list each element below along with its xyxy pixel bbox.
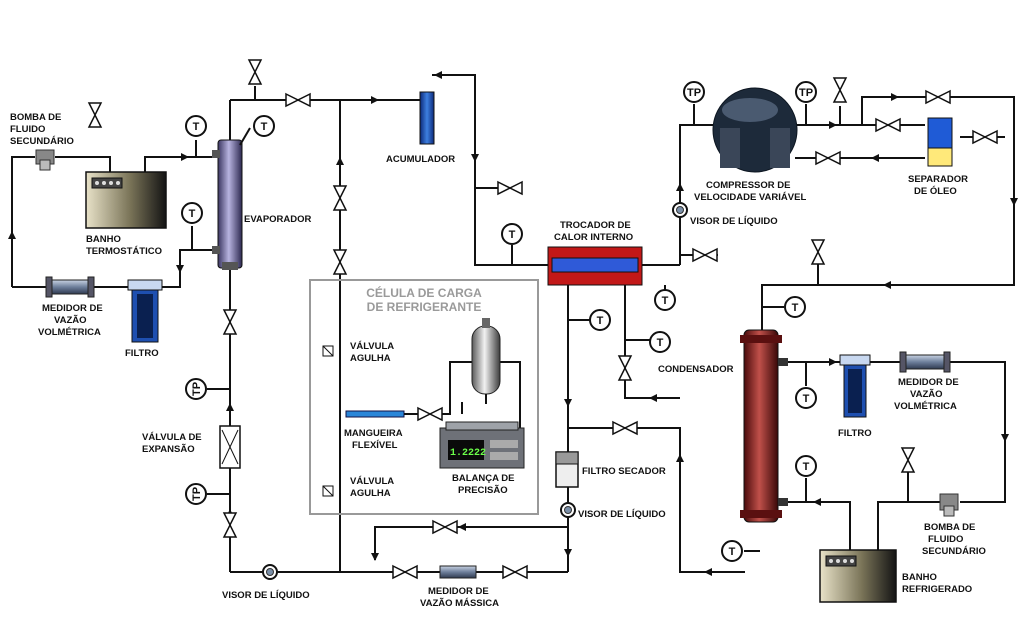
valve-icon (812, 240, 824, 264)
internal-heat-exchanger (548, 247, 642, 285)
valve-icon (224, 513, 236, 537)
evaporator-label: EVAPORADOR (244, 214, 312, 225)
sight-glass-icon (673, 203, 687, 217)
pump-left-label-3: SECUNDÁRIO (10, 136, 74, 147)
valve-icon (876, 119, 900, 131)
charge-cell-title-2: DE REFRIGERANTE (366, 300, 482, 314)
valve-icon (393, 566, 417, 578)
temperature-symbol: T (802, 461, 810, 473)
flowmeter-left-label-1: MEDIDOR DE (42, 303, 103, 314)
accumulator (420, 92, 434, 144)
valve-icon (619, 356, 631, 380)
hose-label-2: FLEXÍVEL (352, 440, 398, 451)
expansion-valve-label-1: VÁLVULA DE (142, 432, 202, 443)
pump-icon (940, 494, 958, 516)
valve-icon (816, 152, 840, 164)
flowmeter-right-label-2: VAZÃO (910, 389, 943, 400)
filter-right-label: FILTRO (838, 428, 872, 439)
refrigerated-bath (820, 550, 896, 602)
balance-label-1: BALANÇA DE (452, 473, 515, 484)
valve-icon (89, 103, 101, 127)
condenser (740, 330, 788, 522)
filter-dryer-label: FILTRO SECADOR (582, 466, 666, 477)
ihx-label-2: CALOR INTERNO (554, 232, 634, 243)
compressor-label-1: COMPRESSOR DE (706, 180, 791, 191)
oil-separator-label-2: DE ÓLEO (914, 186, 957, 197)
evaporator (212, 140, 242, 270)
needle-valve-label-2b: AGULHA (350, 488, 391, 499)
filter-left-label: FILTRO (125, 348, 159, 359)
thermostatic-bath (86, 172, 166, 228)
sight-glass-icon (263, 565, 277, 579)
filter-icon (128, 280, 162, 342)
valve-icon (693, 249, 717, 261)
valve-icon (249, 60, 261, 84)
oil-separator (928, 118, 952, 166)
valve-icon (418, 408, 442, 420)
valve-icon (498, 182, 522, 194)
needle-valve-label-2a: VÁLVULA (350, 476, 395, 487)
expansion-valve-label-2: EXPANSÃO (142, 444, 195, 455)
balance-display: 1.2222 (450, 448, 487, 459)
temperature-symbol: T (791, 302, 799, 314)
sight-glass-label-3: VISOR DE LÍQUIDO (690, 216, 778, 227)
compressor-label-2: VELOCIDADE VARIÁVEL (694, 192, 807, 203)
filter-dryer (556, 452, 578, 487)
valve-icon (613, 422, 637, 434)
flowmeter-icon (46, 277, 94, 297)
mass-flowmeter-label-1: MEDIDOR DE (428, 586, 489, 597)
temperature-symbol: T (192, 121, 200, 133)
thermo-bath-label-1: BANHO (86, 234, 121, 245)
pump-icon (36, 150, 54, 170)
thermo-bath-label-2: TERMOSTÁTICO (86, 246, 162, 257)
valve-icon (334, 250, 346, 274)
temperature-symbol: T (596, 315, 604, 327)
pressure-symbol: TP (798, 87, 814, 99)
condenser-label: CONDENSADOR (658, 364, 734, 375)
refrig-bath-label-2: REFRIGERADO (902, 584, 973, 595)
valve-icon (224, 310, 236, 334)
flowmeter-right-label-1: MEDIDOR DE (898, 377, 959, 388)
refrig-bath-label-1: BANHO (902, 572, 937, 583)
flow-arrows (12, 75, 1014, 572)
temperature-symbol: T (802, 393, 810, 405)
balance-label-2: PRECISÃO (458, 485, 508, 496)
pressure-symbol: TP (191, 381, 203, 397)
needle-valve-label-1b: AGULHA (350, 353, 391, 364)
sight-glass-label-1: VISOR DE LÍQUIDO (222, 590, 310, 601)
temperature-symbol: T (508, 229, 516, 241)
sight-glass-label-2: VISOR DE LÍQUIDO (578, 509, 666, 520)
mass-flowmeter-label-2: VAZÃO MÁSSICA (420, 598, 499, 609)
temperature-symbol: T (260, 121, 268, 133)
pump-right-label-1: BOMBA DE (924, 522, 976, 533)
temperature-symbol: T (188, 208, 196, 220)
pump-right-label-2: FLUIDO (928, 534, 964, 545)
temperature-symbol: T (728, 546, 736, 558)
valve-icon (286, 94, 310, 106)
filter-icon (840, 355, 870, 417)
flowmeter-right-label-3: VOLMÉTRICA (894, 401, 957, 412)
hose-label-1: MANGUEIRA (344, 428, 403, 439)
valve-icon (902, 448, 914, 472)
valve-icon (334, 186, 346, 210)
sight-glass-icon (561, 503, 575, 517)
compressor (713, 88, 797, 172)
valve-icon (973, 131, 997, 143)
ihx-label-1: TROCADOR DE (560, 220, 631, 231)
accumulator-label: ACUMULADOR (386, 154, 456, 165)
pump-left-label-1: BOMBA DE (10, 112, 62, 123)
flowmeter-icon (900, 352, 950, 372)
expansion-valve (220, 426, 240, 468)
valve-icon (433, 521, 457, 533)
flowmeter-left-label-2: VAZÃO (54, 315, 87, 326)
temperature-symbol: T (661, 295, 669, 307)
valves (89, 60, 997, 578)
needle-valve-label-1a: VÁLVULA (350, 341, 395, 352)
pump-left-label-2: FLUIDO (10, 124, 46, 135)
temperature-symbol: T (656, 337, 664, 349)
pressure-symbol: TP (191, 486, 203, 502)
valve-icon (834, 78, 846, 102)
charge-cell-title-1: CÉLULA DE CARGA (366, 286, 482, 300)
pipes (12, 75, 1014, 572)
oil-separator-label-1: SEPARADOR (908, 174, 968, 185)
pressure-symbol: TP (686, 87, 702, 99)
pump-right-label-3: SECUNDÁRIO (922, 546, 986, 557)
valve-icon (503, 566, 527, 578)
mass-flowmeter-icon (440, 566, 476, 578)
valve-icon (926, 91, 950, 103)
flowmeter-left-label-3: VOLMÉTRICA (38, 327, 101, 338)
